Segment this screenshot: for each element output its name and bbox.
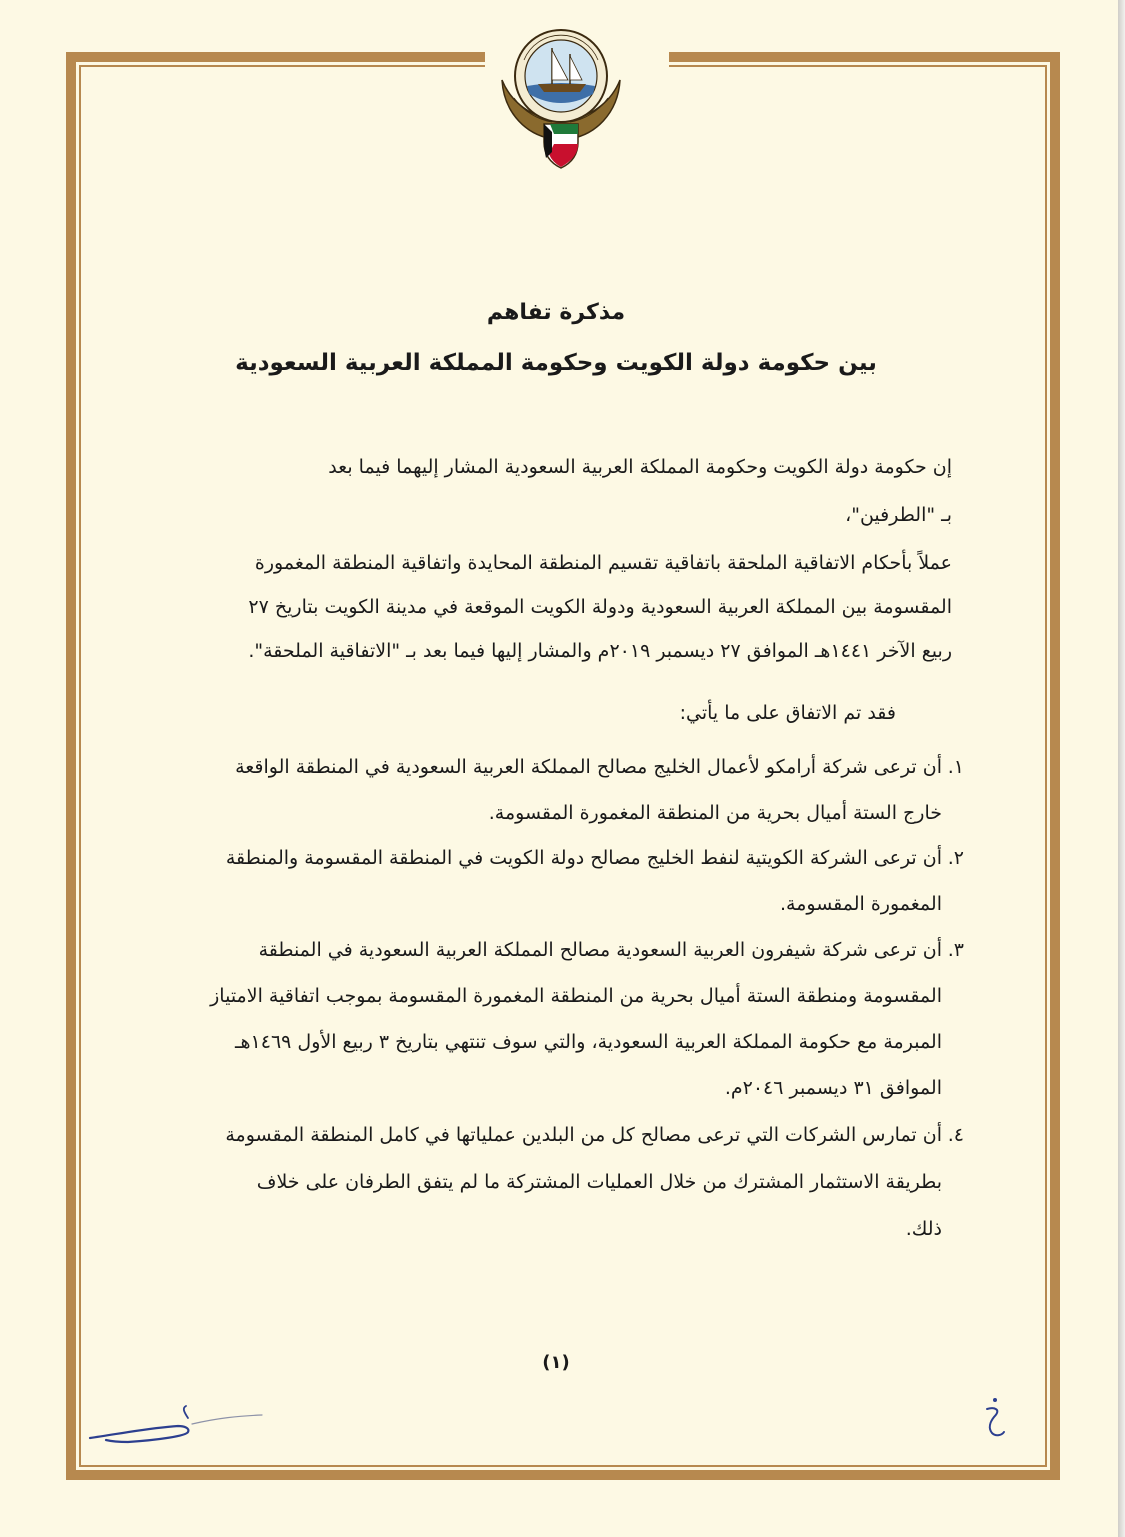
list-item-4-line-1: ٤. أن تمارس الشركات التي ترعى مصالح كل من البلدين عملياتها في كامل المنطقة المقسومة <box>170 1120 942 1150</box>
list-item-4-line-2: بطريقة الاستثمار المشترك من خلال العمليات المشتركة ما لم يتفق الطرفان على خلاف <box>256 1171 942 1193</box>
preamble-line-2: بـ "الطرفين"، <box>845 504 952 526</box>
preamble-line-4: المقسومة بين المملكة العربية السعودية ودولة الكويت الموقعة في مدينة الكويت بتاريخ ٢٧ <box>248 596 952 618</box>
list-item-1-line-1: ١. أن ترعى شركة أرامكو لأعمال الخليج مصالح المملكة العربية السعودية في المنطقة الواقعة <box>170 752 942 782</box>
initials-right <box>982 1395 1008 1439</box>
list-item-number: ٤. <box>947 1124 964 1146</box>
list-item-3-line-4: الموافق ٣١ ديسمبر ٢٠٤٦م. <box>724 1077 942 1099</box>
list-item-2-line-1: ٢. أن ترعى الشركة الكويتية لنفط الخليج مصالح دولة الكويت في المنطقة المقسومة والمنطقة <box>170 843 942 873</box>
list-item-number: ٢. <box>947 847 964 869</box>
list-item-4-line-3: ذلك. <box>905 1218 942 1240</box>
document-title: مذكرة تفاهم <box>486 300 626 325</box>
list-item-3-line-2: المقسومة ومنطقة الستة أميال بحرية من المنطقة المغمورة المقسومة بموجب اتفاقية الامتياز <box>210 985 942 1007</box>
list-item-number: ١. <box>947 756 964 778</box>
preamble-line-5: ربيع الآخر ١٤٤١هـ الموافق ٢٧ ديسمبر ٢٠١٩م والمشار إليها فيما بعد بـ "الاتفاقية الملحقة". <box>248 640 952 662</box>
page-number: (١) <box>542 1352 570 1373</box>
list-item-3-line-1: ٣. أن ترعى شركة شيفرون العربية السعودية مصالح المملكة العربية السعودية في المنطقة <box>170 935 942 965</box>
preamble-line-3: عملاً بأحكام الاتفاقية الملحقة باتفاقية تقسيم المنطقة المحايدة واتفاقية المنطقة المغمورة <box>254 552 952 574</box>
list-item-1-line-2: خارج الستة أميال بحرية من المنطقة المغمورة المقسومة. <box>488 802 942 824</box>
preamble-line-1: إن حكومة دولة الكويت وحكومة المملكة العربية السعودية المشار إليهما فيما بعد <box>328 456 952 478</box>
agreed-line: فقد تم الاتفاق على ما يأتي: <box>679 702 896 724</box>
list-item-2-line-2: المغمورة المقسومة. <box>779 893 942 915</box>
document-body <box>170 0 964 1537</box>
list-item-3-line-3: المبرمة مع حكومة المملكة العربية السعودية، والتي سوف تنتهي بتاريخ ٣ ربيع الأول ١٤٦٩هـ <box>234 1031 942 1053</box>
list-item-number: ٣. <box>947 939 964 961</box>
signature-left <box>88 1398 268 1448</box>
document-subtitle: بين حكومة دولة الكويت وحكومة المملكة العربية السعودية <box>235 350 877 376</box>
